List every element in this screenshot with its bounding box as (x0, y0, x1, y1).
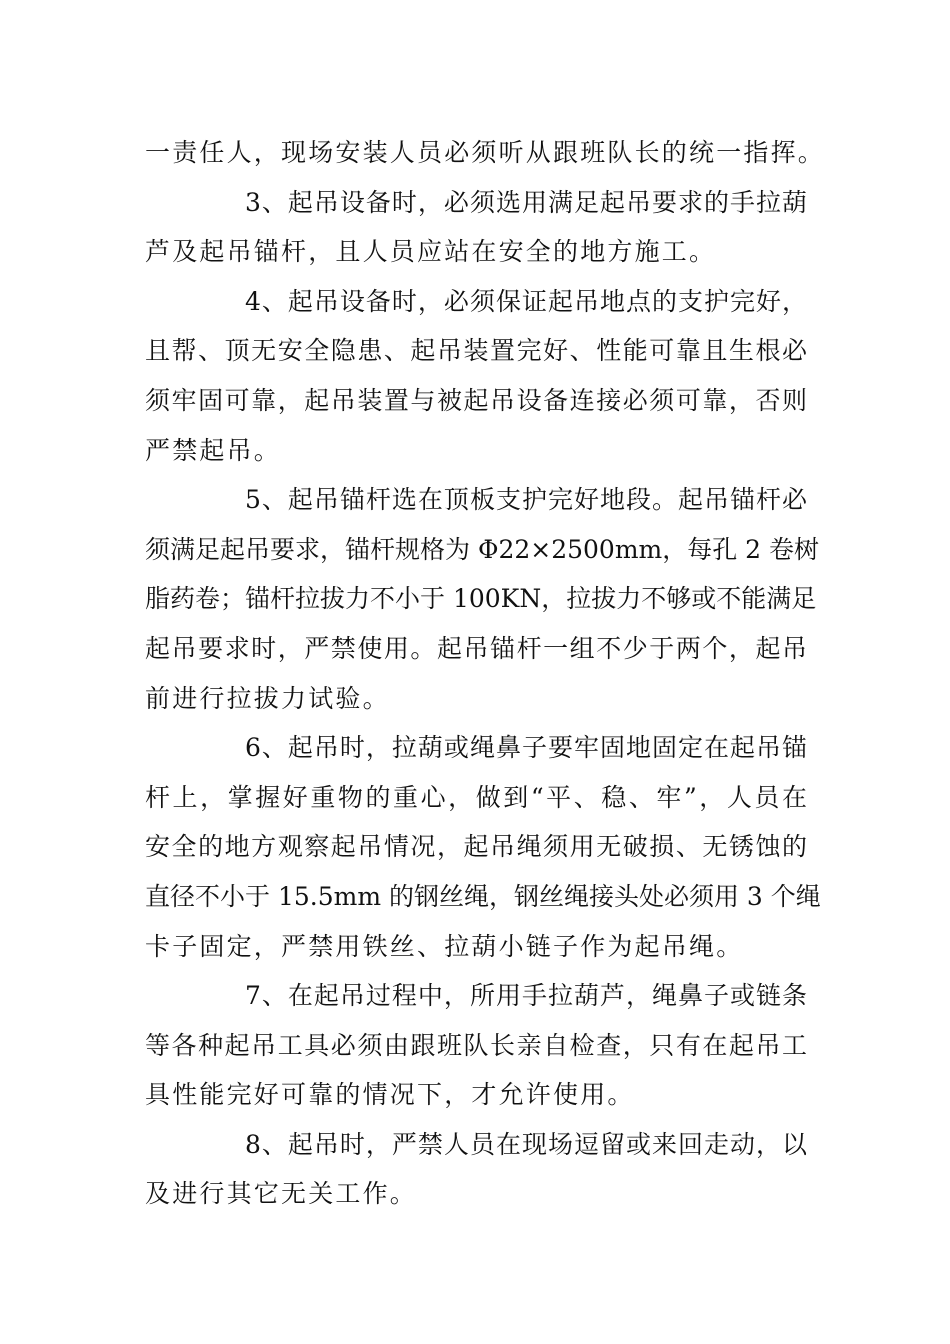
text-line: 脂药卷；锚杆拉拔力不小于 100KN，拉拔力不够或不能满足 (145, 584, 817, 614)
text-line: 前进行拉拔力试验。 (145, 683, 390, 713)
text-line: 具性能完好可靠的情况下，才允许使用。 (145, 1080, 635, 1110)
text-line: 须满足起吊要求，锚杆规格为 Φ22×2500mm，每孔 2 卷树 (145, 534, 820, 564)
text-line: 杆上，掌握好重物的重心，做到“平、稳、牢”，人员在 (145, 782, 807, 812)
text-line: 7、在起吊过程中，所用手拉葫芦，绳鼻子或链条 (245, 981, 807, 1011)
text-line: 一责任人，现场安装人员必须听从跟班队长的统一指挥。 (145, 138, 826, 167)
text-line: 3、起吊设备时，必须选用满足起吊要求的手拉葫 (245, 187, 807, 217)
document-body (145, 128, 826, 1219)
text-line: 卡子固定，严禁用铁丝、拉葫小链子作为起吊绳。 (145, 931, 744, 961)
text-line: 5、起吊锚杆选在顶板支护完好地段。起吊锚杆必 (245, 485, 807, 515)
text-line: 直径不小于 15.5mm 的钢丝绳，钢丝绳接头处必须用 3 个绳 (145, 881, 821, 911)
text-line: 严禁起吊。 (145, 435, 282, 465)
text-line: 且帮、顶无安全隐患、起吊装置完好、性能可靠且生根必 (145, 336, 807, 366)
text-line: 4、起吊设备时，必须保证起吊地点的支护完好， (245, 286, 807, 316)
text-line: 6、起吊时，拉葫或绳鼻子要牢固地固定在起吊锚 (245, 733, 807, 763)
text-line: 须牢固可靠，起吊装置与被起吊设备连接必须可靠，否则 (145, 385, 807, 415)
text-line: 等各种起吊工具必须由跟班队长亲自检查，只有在起吊工 (145, 1030, 807, 1060)
text-line: 及进行其它无关工作。 (145, 1179, 418, 1209)
text-line: 安全的地方观察起吊情况，起吊绳须用无破损、无锈蚀的 (145, 832, 807, 862)
text-line: 起吊要求时，严禁使用。起吊锚杆一组不少于两个，起吊 (145, 633, 807, 663)
text-line: 8、起吊时，严禁人员在现场逗留或来回走动，以 (245, 1129, 807, 1159)
text-line: 芦及起吊锚杆，且人员应站在安全的地方施工。 (145, 237, 717, 267)
